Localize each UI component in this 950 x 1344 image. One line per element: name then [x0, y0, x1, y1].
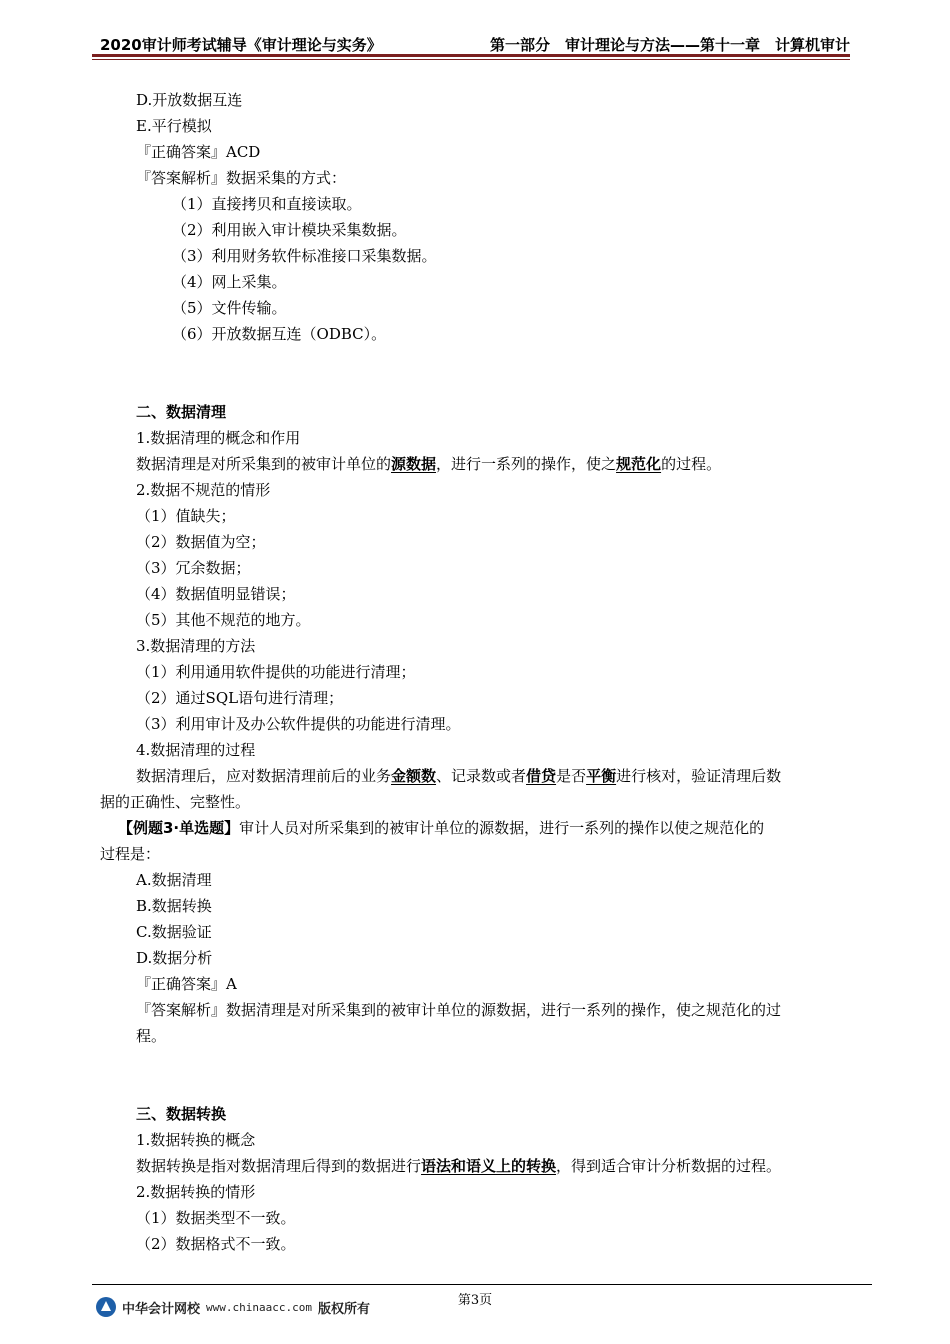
option-e: E.平行模拟	[136, 117, 212, 135]
analysis-1-title: 『答案解析』数据采集的方式：	[136, 169, 347, 187]
option-d: D.数据分析	[136, 949, 213, 967]
subsection-title: 3.数据清理的方法	[136, 637, 256, 655]
paragraph: 数据清理是对所采集到的被审计单位的源数据，进行一系列的操作，使之规范化的过程。	[136, 455, 722, 473]
list-item: （4）数据值明显错误；	[136, 585, 296, 603]
list-item: （2）数据格式不一致。	[136, 1235, 296, 1253]
key-term: 借贷	[526, 767, 557, 785]
brand-name: 中华会计网校	[122, 1301, 201, 1317]
answer-2: 『正确答案』A	[136, 975, 237, 993]
key-term: 规范化	[616, 455, 662, 473]
copyright: 版权所有	[317, 1301, 370, 1317]
list-item: （2）通过SQL语句进行清理；	[136, 689, 344, 707]
key-term: 源数据	[391, 455, 437, 473]
list-item: （3）利用审计及办公软件提供的功能进行清理。	[136, 715, 461, 733]
example-question: 【例题3·单选题】审计人员对所采集到的被审计单位的源数据，进行一系列的操作以使之规范化的	[118, 819, 765, 837]
answer-1: 『正确答案』ACD	[136, 143, 261, 161]
list-item: （6）开放数据互连（ODBC）。	[172, 325, 387, 343]
paragraph-continued: 据的正确性、完整性。	[100, 793, 251, 811]
list-item: （1）值缺失；	[136, 507, 236, 525]
example-question-continued: 过程是：	[100, 845, 161, 863]
logo-icon	[96, 1297, 116, 1317]
list-item: （2）利用嵌入审计模块采集数据。	[172, 221, 407, 239]
header-rule	[92, 54, 850, 57]
key-term: 平衡	[586, 767, 617, 785]
subsection-title: 2.数据不规范的情形	[136, 481, 271, 499]
footer-brand	[96, 1296, 370, 1318]
paragraph: 数据转换是指对数据清理后得到的数据进行语法和语义上的转换，得到适合审计分析数据的过程。	[136, 1157, 782, 1175]
footer-rule	[92, 1284, 872, 1285]
list-item: （2）数据值为空；	[136, 533, 266, 551]
site-url[interactable]: www.chinaacc.com	[206, 1300, 312, 1314]
subsection-title: 1.数据清理的概念和作用	[136, 429, 301, 447]
example-label: 【例题3·单选题】	[118, 819, 240, 837]
list-item: （1）直接拷贝和直接读取。	[172, 195, 362, 213]
analysis-2-continued: 程。	[136, 1027, 167, 1045]
key-term: 金额数	[391, 767, 437, 785]
list-item: （1）利用通用软件提供的功能进行清理；	[136, 663, 416, 681]
header-title: 2020审计师考试辅导《审计理论与实务》	[100, 36, 382, 54]
header-chapter: 第一部分 审计理论与方法——第十一章 计算机审计	[489, 36, 850, 54]
key-term: 语法和语义上的转换	[421, 1157, 557, 1175]
section-heading-data-cleaning: 二、数据清理	[136, 403, 227, 421]
list-item: （4）网上采集。	[172, 273, 287, 291]
list-item: （5）其他不规范的地方。	[136, 611, 311, 629]
list-item: （3）冗余数据；	[136, 559, 251, 577]
page-number: 第3页	[457, 1293, 493, 1308]
header-rule-thin	[92, 59, 850, 60]
section-heading-data-conversion: 三、数据转换	[136, 1105, 227, 1123]
paragraph: 数据清理后，应对数据清理前后的业务金额数、记录数或者借贷是否平衡进行核对，验证清理后数	[136, 767, 782, 785]
subsection-title: 4.数据清理的过程	[136, 741, 256, 759]
list-item: （5）文件传输。	[172, 299, 287, 317]
subsection-title: 2.数据转换的情形	[136, 1183, 256, 1201]
page-header	[92, 30, 850, 54]
list-item: （3）利用财务软件标准接口采集数据。	[172, 247, 437, 265]
option-c: C.数据验证	[136, 923, 212, 941]
list-item: （1）数据类型不一致。	[136, 1209, 296, 1227]
option-b: B.数据转换	[136, 897, 212, 915]
option-d: D.开放数据互连	[136, 91, 243, 109]
option-a: A.数据清理	[136, 871, 212, 889]
subsection-title: 1.数据转换的概念	[136, 1131, 256, 1149]
analysis-2: 『答案解析』数据清理是对所采集到的被审计单位的源数据，进行一系列的操作，使之规范化的过	[136, 1001, 782, 1019]
